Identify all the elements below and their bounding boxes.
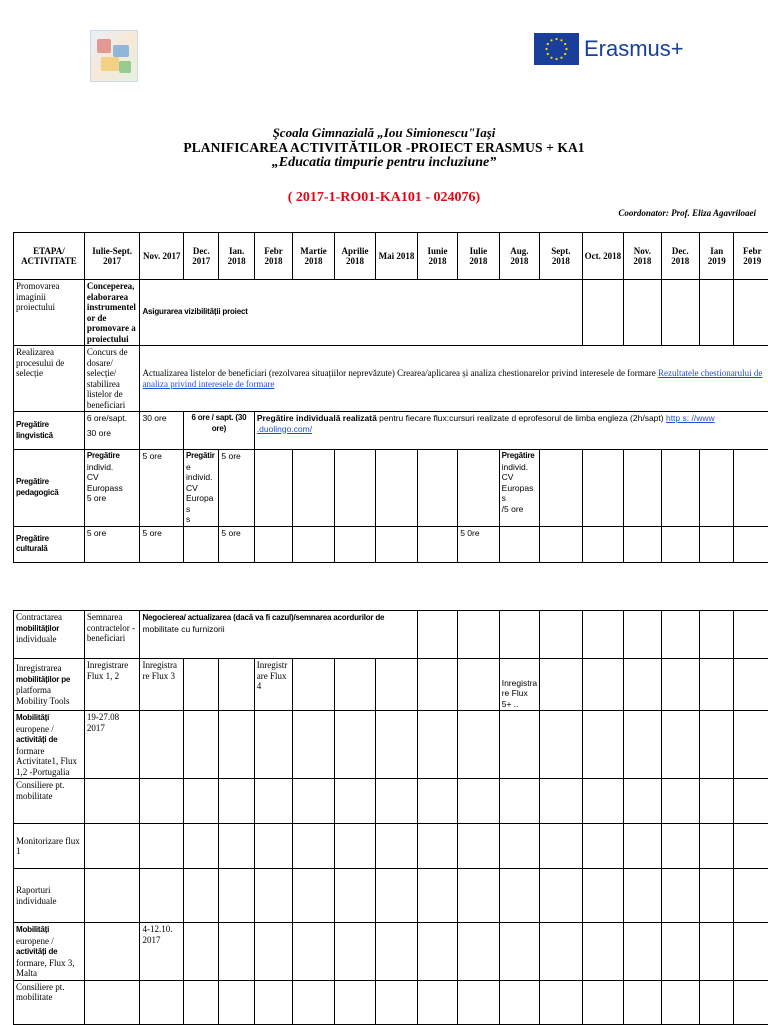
table-cell: 19-27.08 2017 xyxy=(84,711,140,779)
table-cell xyxy=(140,779,184,824)
table-cell xyxy=(458,824,499,869)
table-row xyxy=(14,450,768,527)
span-text: Actualizarea listelor de beneficiari (rezolvarea situațiilor neprevăzute) Crearea/aplicarea și analiza chestionarelor privind interesele de formare xyxy=(142,368,657,378)
table-cell xyxy=(700,611,734,659)
label-part: Mobilități xyxy=(16,925,49,934)
eu-flag-icon xyxy=(534,33,579,65)
table-cell xyxy=(499,824,539,869)
table-cell xyxy=(334,659,375,711)
column-header: Nov. 2018 xyxy=(624,233,661,280)
activity-plan-table-1 xyxy=(13,232,768,563)
label-part: europene / xyxy=(16,936,54,946)
table-cell xyxy=(84,450,140,527)
table-cell xyxy=(334,869,375,923)
table-cell xyxy=(140,980,184,1024)
table-cell xyxy=(499,526,539,562)
table-row xyxy=(14,923,768,981)
cell-line: CV xyxy=(87,472,138,483)
span-bold-text: Pregătire individuală realizată xyxy=(257,413,377,423)
table-cell xyxy=(540,659,583,711)
table-cell xyxy=(458,611,499,659)
table-cell xyxy=(734,450,768,527)
row-label: Consiliere pt. mobilitate xyxy=(14,779,85,824)
table-cell-span: Asigurarea vizibilității proiect xyxy=(140,280,582,346)
project-title: „Educatia timpurie pentru incluziune” xyxy=(0,155,768,171)
label-part: formare Activitate1, Flux 1,2 -Portugalia xyxy=(16,746,77,777)
table-cell xyxy=(540,824,583,869)
table-cell xyxy=(700,280,734,346)
table-cell xyxy=(417,869,457,923)
cell-line: s xyxy=(186,514,216,525)
table-cell: 5 ore xyxy=(219,526,254,562)
table-cell xyxy=(624,923,661,981)
column-header: Iunie 2018 xyxy=(417,233,457,280)
table-cell xyxy=(254,526,292,562)
table-cell xyxy=(661,824,699,869)
table-header-row xyxy=(14,233,768,280)
table-cell xyxy=(376,824,418,869)
table-cell xyxy=(624,280,661,346)
table-cell xyxy=(499,611,539,659)
table-cell xyxy=(700,779,734,824)
table-cell xyxy=(458,659,499,711)
table-cell xyxy=(219,711,254,779)
table-cell xyxy=(84,779,140,824)
erasmus-plus-wordmark: Erasmus+ xyxy=(584,34,684,64)
label-part: mobilităților pe xyxy=(16,675,70,684)
table-cell xyxy=(700,980,734,1024)
table-cell xyxy=(254,923,292,981)
table-cell xyxy=(624,824,661,869)
table-cell xyxy=(661,869,699,923)
table-cell xyxy=(734,659,768,711)
table-cell xyxy=(334,824,375,869)
table-cell xyxy=(734,611,768,659)
label-part: activități de xyxy=(16,735,57,744)
column-header: Dec. 2017 xyxy=(184,233,219,280)
table-cell xyxy=(184,526,219,562)
table-cell xyxy=(734,526,768,562)
table-cell xyxy=(84,824,140,869)
column-header: Ian. 2018 xyxy=(219,233,254,280)
table-cell xyxy=(582,824,623,869)
label-part: activități de xyxy=(16,947,57,956)
table-row xyxy=(14,280,768,346)
table-cell xyxy=(458,450,499,527)
table-cell xyxy=(417,711,457,779)
table-cell xyxy=(334,526,375,562)
table-cell xyxy=(254,869,292,923)
label-part: Mobilități xyxy=(16,713,49,722)
table-cell xyxy=(540,611,583,659)
table-cell xyxy=(219,779,254,824)
table-cell xyxy=(219,980,254,1024)
column-header: Febr 2018 xyxy=(254,233,292,280)
span-bold-text: Negocierea/ actualizarea (dacă va fi cazul)/semnarea acordurilor de xyxy=(142,613,384,622)
table-cell xyxy=(183,980,218,1024)
row-label: Pregătire lingvistică xyxy=(14,412,85,450)
table-cell xyxy=(293,923,334,981)
row-label xyxy=(14,711,85,779)
table-cell xyxy=(499,450,539,527)
label-part: Inregistrarea xyxy=(16,663,61,673)
table-row xyxy=(14,869,768,923)
table-row xyxy=(14,659,768,711)
school-name: Şcoala Gimnazială „Iou Simionescu"Iaşi xyxy=(0,125,768,141)
table-row xyxy=(14,779,768,824)
table-cell xyxy=(417,526,457,562)
table-cell xyxy=(700,659,734,711)
table-cell xyxy=(293,779,334,824)
cell-line: CV xyxy=(186,483,216,494)
row-label xyxy=(14,611,85,659)
table-cell xyxy=(417,923,457,981)
table-cell xyxy=(661,980,699,1024)
table-cell xyxy=(582,450,623,527)
table-cell xyxy=(376,659,418,711)
table-cell xyxy=(254,779,292,824)
table-cell xyxy=(334,779,375,824)
table-cell xyxy=(293,450,334,527)
table-row xyxy=(14,824,768,869)
table-cell xyxy=(624,659,661,711)
table-cell xyxy=(540,526,583,562)
row-label: Realizarea procesului de selecție xyxy=(14,346,85,412)
table-cell xyxy=(540,923,583,981)
table-cell xyxy=(376,711,418,779)
table-cell: 5 ore xyxy=(140,450,184,527)
table-cell xyxy=(734,280,768,346)
table-cell xyxy=(661,711,699,779)
table-cell xyxy=(334,711,375,779)
table-cell xyxy=(293,980,334,1024)
table-cell xyxy=(293,711,334,779)
column-header: Ian 2019 xyxy=(700,233,734,280)
table-cell xyxy=(624,869,661,923)
table-cell xyxy=(293,659,334,711)
table-cell xyxy=(417,659,457,711)
table-cell xyxy=(624,711,661,779)
table-cell: 5 0re xyxy=(458,526,499,562)
table-row xyxy=(14,526,768,562)
table-cell xyxy=(183,659,218,711)
table-cell xyxy=(376,923,418,981)
table-cell xyxy=(661,779,699,824)
table-cell xyxy=(624,450,661,527)
plan-title: PLANIFICAREA ACTIVITĂTILOR -PROIECT ERASMUS + KA1 xyxy=(0,140,768,156)
table-row xyxy=(14,412,768,450)
column-header: Martie 2018 xyxy=(293,233,334,280)
project-code: ( 2017-1-RO01-KA101 - 024076) xyxy=(0,190,768,206)
column-header: Dec. 2018 xyxy=(661,233,699,280)
table-cell xyxy=(661,611,699,659)
table-cell xyxy=(499,869,539,923)
cell-line: Pregătir xyxy=(186,451,216,462)
coordinator: Coordonator: Prof. Eliza Agavriloaei xyxy=(618,208,756,218)
table-cell xyxy=(140,869,184,923)
table-cell xyxy=(624,611,661,659)
table-cell xyxy=(293,526,334,562)
table-cell xyxy=(582,611,623,659)
table-cell: 4-12.10. 2017 xyxy=(140,923,184,981)
table-cell xyxy=(661,659,699,711)
table-cell xyxy=(582,923,623,981)
table-cell xyxy=(458,980,499,1024)
table-cell: Inregistr are Flux 4 xyxy=(254,659,292,711)
table-cell xyxy=(417,450,457,527)
span-text: pentru fiecare flux:cursuri realizate d eprofesorul de limba engleza (2h/sapt) xyxy=(377,413,666,423)
column-header: Iulie 2018 xyxy=(458,233,499,280)
label-part: individuale xyxy=(16,634,57,644)
cell-line: Europass xyxy=(502,483,537,504)
table-cell: Conceperea, elaborarea instrumentelor de promovare a proiectului xyxy=(84,280,140,346)
table-cell xyxy=(376,980,418,1024)
table-cell: Inregistra re Flux 3 xyxy=(140,659,184,711)
table-cell xyxy=(582,869,623,923)
table-cell xyxy=(700,711,734,779)
table-cell xyxy=(734,980,768,1024)
row-label: Pregătire culturală xyxy=(14,526,85,562)
table-cell xyxy=(334,980,375,1024)
row-label: Consiliere pt. mobilitate xyxy=(14,980,85,1024)
table-cell xyxy=(582,711,623,779)
school-logo xyxy=(90,30,138,82)
table-cell xyxy=(458,923,499,981)
table-cell xyxy=(700,923,734,981)
table-cell xyxy=(254,980,292,1024)
table-cell-span xyxy=(140,611,417,659)
table-cell: 30 ore xyxy=(140,412,184,450)
table-cell xyxy=(219,824,254,869)
column-header: Iulie-Sept. 2017 xyxy=(84,233,140,280)
label-part: europene / xyxy=(16,724,54,734)
table-cell xyxy=(734,711,768,779)
table-cell xyxy=(334,450,375,527)
table-cell xyxy=(417,611,457,659)
table-cell xyxy=(183,779,218,824)
cell-line: 5 ore xyxy=(87,493,138,504)
table-cell xyxy=(734,824,768,869)
row-label: Pregătire pedagogică xyxy=(14,450,85,527)
table-cell xyxy=(624,779,661,824)
column-header: Febr 2019 xyxy=(734,233,768,280)
table-cell xyxy=(582,659,623,711)
cell-line: 6 ore/sapt. xyxy=(87,413,138,424)
label-part: formare, Flux 3, Malta xyxy=(16,958,75,979)
table-cell xyxy=(184,450,219,527)
table-cell: Inregistra re Flux 5+ .. xyxy=(499,659,539,711)
activity-plan-table-2 xyxy=(13,610,768,1025)
table-cell xyxy=(700,824,734,869)
column-header: Mai 2018 xyxy=(376,233,417,280)
table-cell xyxy=(417,980,457,1024)
cell-line: individ. xyxy=(186,472,216,483)
table-row xyxy=(14,346,768,412)
table-cell xyxy=(140,824,184,869)
table-cell xyxy=(700,450,734,527)
table-cell xyxy=(254,711,292,779)
table-cell xyxy=(540,711,583,779)
column-header: Aprilie 2018 xyxy=(334,233,375,280)
table-cell xyxy=(734,923,768,981)
table-row xyxy=(14,980,768,1024)
table-cell xyxy=(661,280,699,346)
cell-line: Europas xyxy=(186,493,216,514)
cell-line: e xyxy=(186,462,216,473)
table-cell xyxy=(84,980,140,1024)
table-cell-span xyxy=(254,412,768,450)
column-header: ETAPA/ ACTIVITATE xyxy=(14,233,85,280)
eu-stars-icon xyxy=(534,33,579,65)
table-cell xyxy=(417,824,457,869)
table-cell: 5 ore xyxy=(140,526,184,562)
table-cell-span xyxy=(140,346,768,412)
table-cell xyxy=(661,450,699,527)
table-cell xyxy=(661,923,699,981)
table-cell xyxy=(499,923,539,981)
table-cell xyxy=(84,412,140,450)
table-cell xyxy=(183,869,218,923)
row-label xyxy=(14,659,85,711)
table-cell: 5 ore xyxy=(219,450,254,527)
table-cell xyxy=(219,659,254,711)
table-cell xyxy=(183,711,218,779)
table-cell xyxy=(254,824,292,869)
table-cell xyxy=(734,779,768,824)
table-cell xyxy=(540,869,583,923)
table-cell: Semnarea contractelor -beneficiari xyxy=(84,611,140,659)
table-cell xyxy=(376,450,417,527)
table-cell xyxy=(734,869,768,923)
table-cell xyxy=(700,869,734,923)
table-cell xyxy=(183,923,218,981)
erasmus-plus-logo xyxy=(534,33,689,67)
row-label: Raporturi individuale xyxy=(14,869,85,923)
column-header: Aug. 2018 xyxy=(499,233,539,280)
span-text: mobilitate cu furnizorii xyxy=(142,624,224,634)
table-cell xyxy=(183,824,218,869)
table-cell xyxy=(540,779,583,824)
row-label: Monitorizare flux 1 xyxy=(14,824,85,869)
label-part: Contractarea xyxy=(16,612,62,622)
table-cell: Inregistrare Flux 1, 2 xyxy=(84,659,140,711)
table-row xyxy=(14,611,768,659)
table-row xyxy=(14,711,768,779)
row-label xyxy=(14,923,85,981)
table-cell xyxy=(624,980,661,1024)
cell-line: Pregătire xyxy=(502,451,537,462)
table-cell xyxy=(458,779,499,824)
label-part: platforma Mobility Tools xyxy=(16,685,69,706)
table-cell xyxy=(624,526,661,562)
table-cell: Concurs de dosare/ selecție/ stabilirea listelor de beneficiari xyxy=(84,346,140,412)
table-cell xyxy=(376,869,418,923)
column-header: Oct. 2018 xyxy=(582,233,623,280)
table-cell xyxy=(700,526,734,562)
table-cell xyxy=(293,824,334,869)
table-cell xyxy=(458,869,499,923)
table-cell xyxy=(254,450,292,527)
row-label: Promovarea imaginii proiectului xyxy=(14,280,85,346)
label-part: mobilităților xyxy=(16,624,59,633)
cell-line: CV xyxy=(502,472,537,483)
cell-line: individ. xyxy=(502,462,537,473)
table-cell xyxy=(219,869,254,923)
cell-line: Pregătire xyxy=(87,451,138,462)
table-cell xyxy=(84,923,140,981)
column-header: Nov. 2017 xyxy=(140,233,184,280)
cell-line: 30 ore xyxy=(87,428,138,439)
table-cell xyxy=(219,923,254,981)
table-cell xyxy=(540,980,583,1024)
cell-line: individ. xyxy=(87,462,138,473)
table-cell xyxy=(499,980,539,1024)
column-header: Sept. 2018 xyxy=(540,233,583,280)
table-cell: 6 ore / sapt. (30 ore) xyxy=(184,412,255,450)
table-cell xyxy=(582,779,623,824)
table-cell xyxy=(499,779,539,824)
table-cell xyxy=(540,450,583,527)
table-cell xyxy=(417,779,457,824)
cell-line: Europass xyxy=(87,483,138,494)
table-cell: 5 ore xyxy=(84,526,140,562)
table-cell xyxy=(376,526,417,562)
table-cell xyxy=(582,526,623,562)
survey-results-link[interactable]: Rezultatele chestionarului de analiza privind interesele de formare xyxy=(142,368,762,389)
table-cell xyxy=(661,526,699,562)
table-cell xyxy=(334,923,375,981)
table-cell xyxy=(140,711,184,779)
table-cell xyxy=(499,711,539,779)
table-cell xyxy=(293,869,334,923)
duolingo-link[interactable]: http s: //www .duolingo.com/ xyxy=(257,413,715,434)
table-cell xyxy=(582,980,623,1024)
table-cell xyxy=(376,779,418,824)
table-cell xyxy=(84,869,140,923)
table-cell xyxy=(458,711,499,779)
table-cell xyxy=(582,280,623,346)
cell-line: /5 ore xyxy=(502,504,537,515)
